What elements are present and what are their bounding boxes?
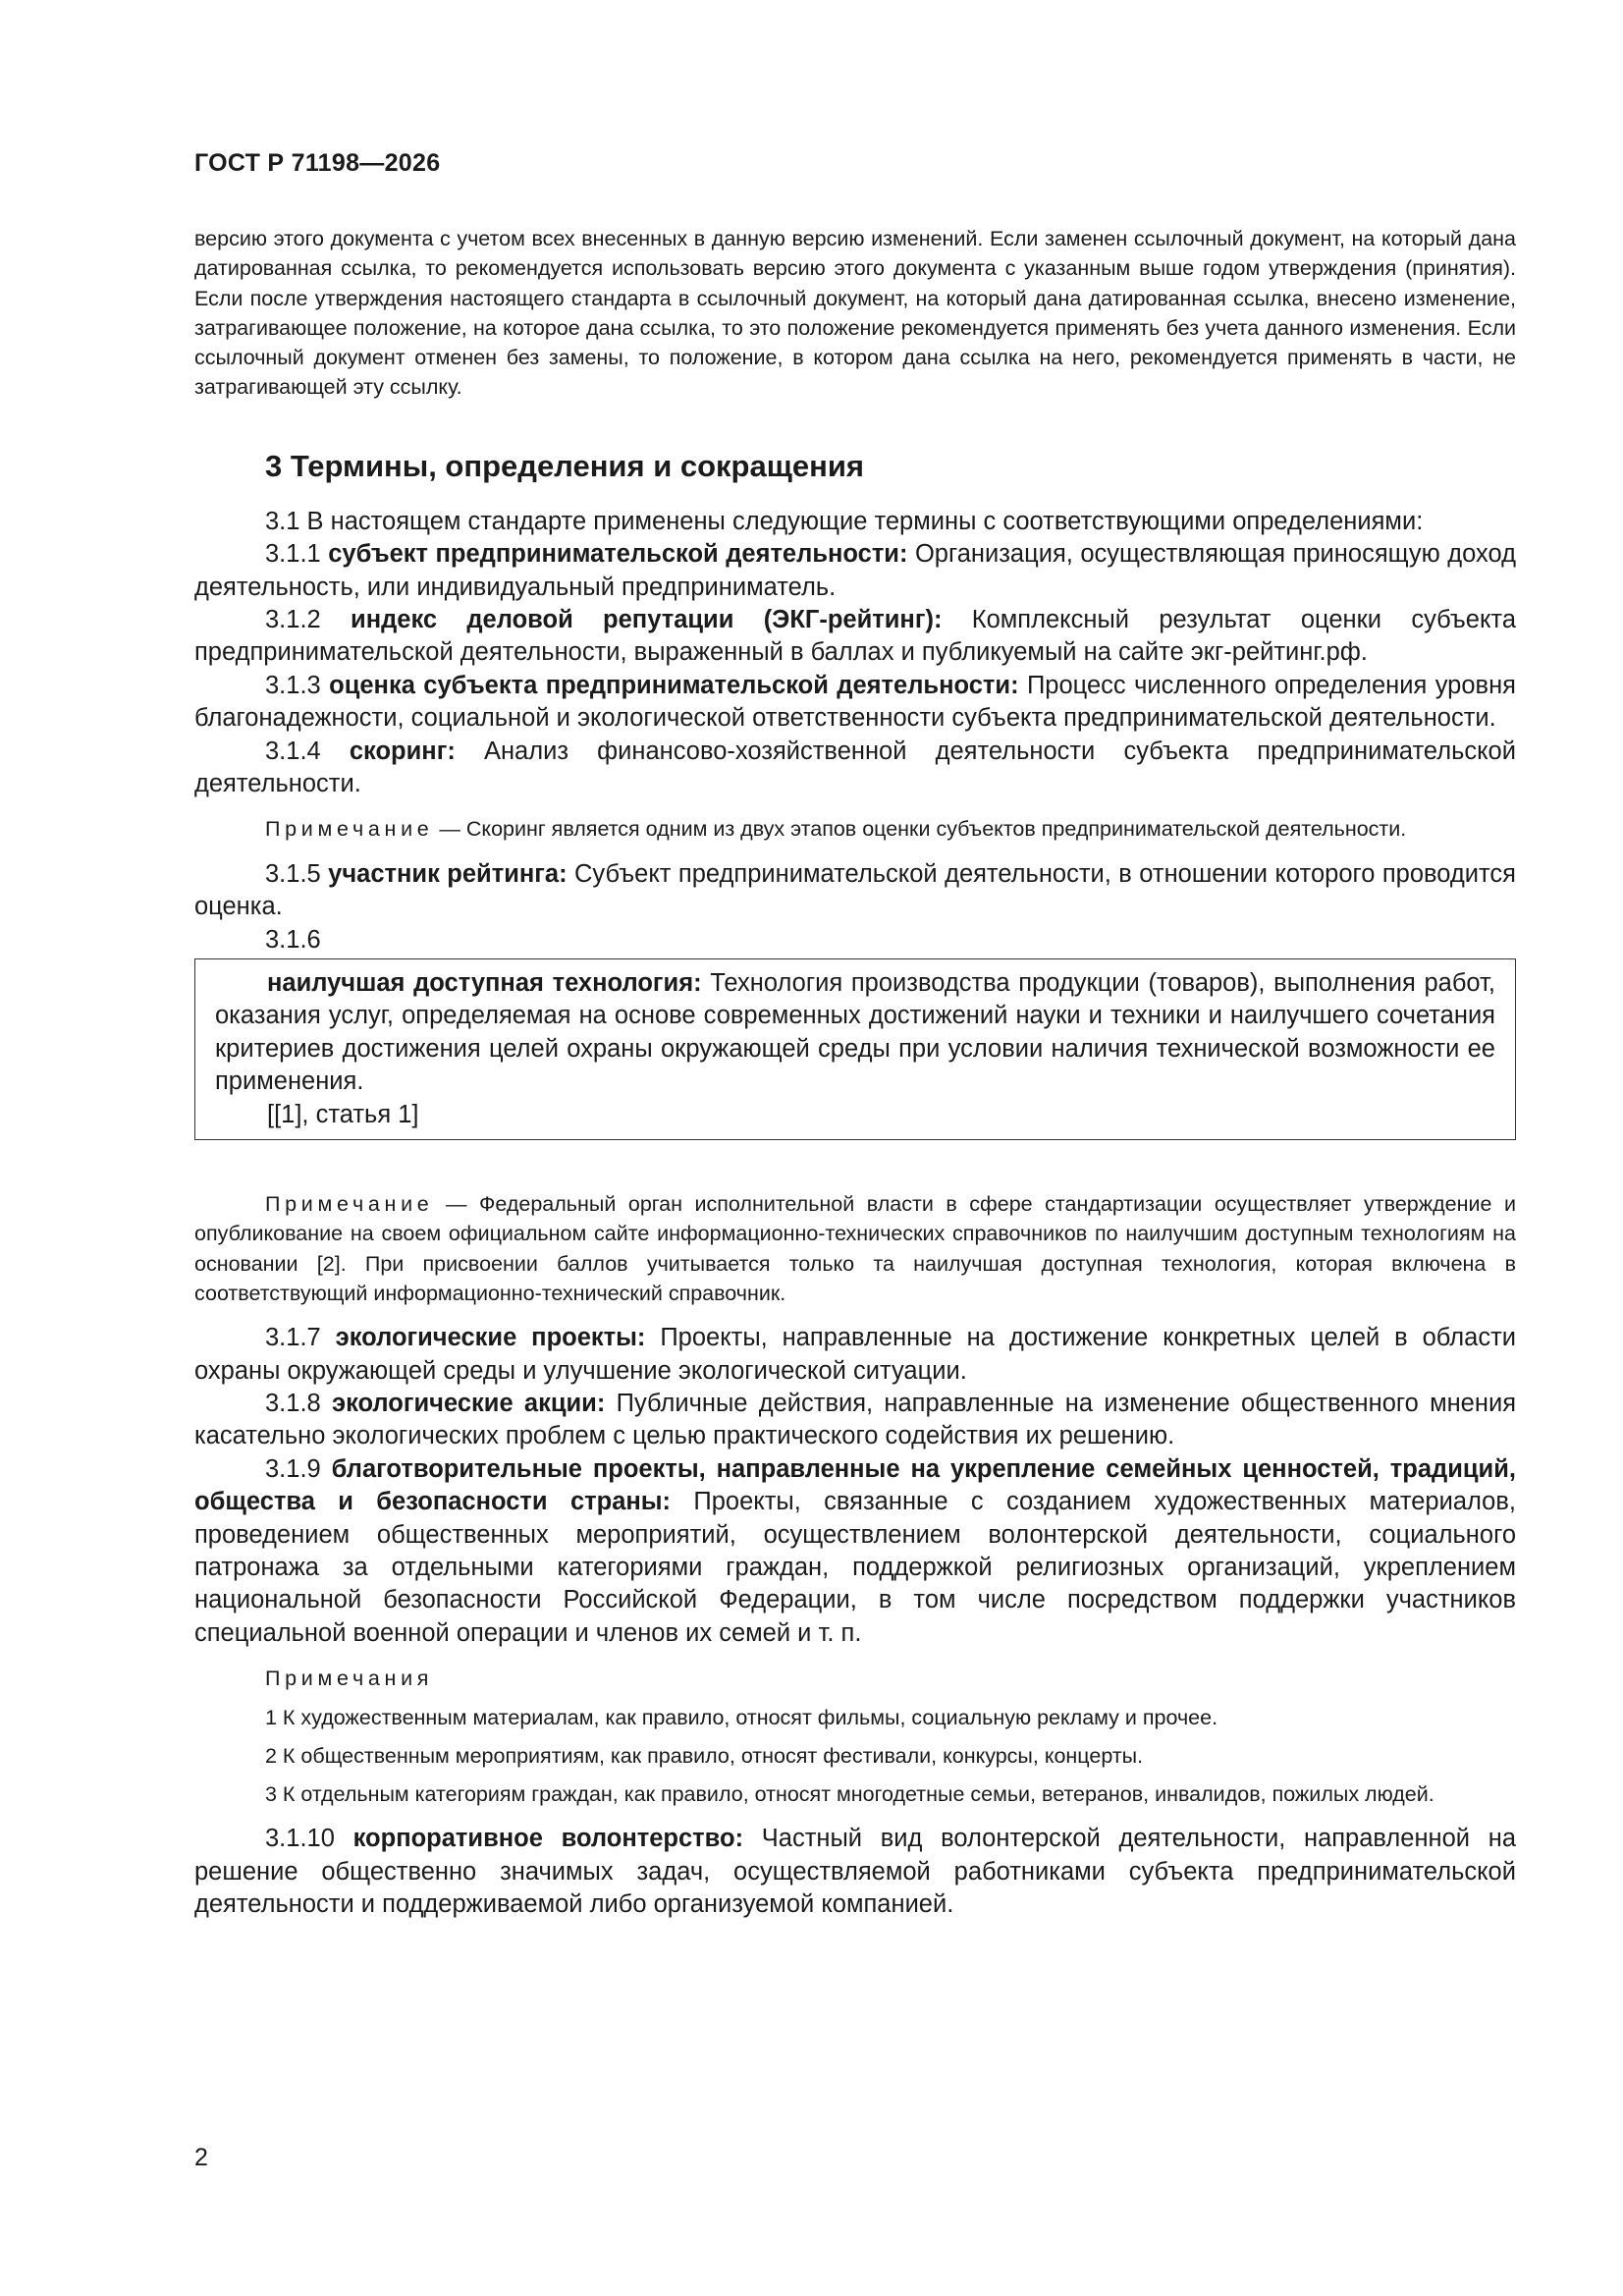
term-number: 3.1.4 — [265, 737, 350, 765]
definition-source: [[1], статья 1] — [267, 1100, 419, 1128]
note-item-2: 2 К общественным мероприятиям, как правило, относят фестивали, конкурсы, концерты. — [265, 1743, 1144, 1768]
term-number: 3.1.10 — [265, 1825, 353, 1853]
term-name: наилучшая доступная технология: — [267, 968, 702, 997]
term-definition: Организация, осуществляющая приносящую доход деятельность, или индивидуальный предприниматель. — [194, 540, 1516, 601]
note-item-3: 3 К отдельным категориям граждан, как правило, относят многодетные семьи, ветеранов, инвалидов, пожилых людей. — [265, 1782, 1434, 1807]
note-best-technology — [194, 1189, 1516, 1308]
term-name: оценка субъекта предпринимательской деятельности: — [329, 671, 1019, 699]
notes-label: Примечания — [265, 1667, 434, 1691]
note-label: Примечание — [265, 817, 434, 842]
term-definition: Публичные действия, направленные на изменение общественного мнения касательно экологических проблем с целью практического содействия их решению. — [194, 1389, 1517, 1450]
term-name: корпоративное волонтерство: — [352, 1825, 744, 1853]
page-content — [194, 224, 1516, 1922]
term-name: благотворительные проекты, направленные на укрепление семейных ценностей, традиций, общества и безопасности страны: — [194, 1454, 1516, 1516]
note-item-1: 1 К художественным материалам, как правило, относят фильмы, социальную рекламу и прочее. — [265, 1705, 1218, 1729]
term-3-1-9 — [194, 1453, 1516, 1650]
note-text: — Федеральный орган исполнительной власти в сфере стандартизации осуществляет утверждение и опубликование на своем официальном сайте информационно-технических справочников по наилучшим доступным технологиям на основании [2]. При присвоении баллов учитывается только та наилучшая доступная технология, которая включена в соответствующий информационно-технический справочник. — [194, 1191, 1516, 1305]
term-definition: Комплексный результат оценки субъекта предпринимательской деятельности, выраженный в баллах и публикуемый на сайте экг-рейтинг.рф. — [194, 606, 1517, 667]
term-name: индекс деловой репутации (ЭКГ-рейтинг): — [351, 606, 943, 633]
clause-3-1: 3.1 В настоящем стандарте применены следующие термины с соответствующими определениями: — [265, 507, 1424, 535]
term-number: 3.1.8 — [265, 1389, 332, 1417]
note-label: Примечание — [265, 1191, 434, 1216]
term-definition: Субъект предпринимательской деятельности, в отношении которого проводится оценка. — [194, 859, 1516, 921]
term-name: экологические проекты: — [335, 1324, 646, 1352]
term-name: участник рейтинга: — [328, 859, 568, 888]
document-header: ГОСТ Р 71198—2026 — [194, 149, 441, 177]
term-name: субъект предпринимательской деятельности: — [328, 540, 908, 569]
term-definition: Процесс численного определения уровня благонадежности, социальной и экологической ответственности субъекта предпринимательской деятельности. — [194, 671, 1516, 733]
term-3-1-1 — [194, 538, 1516, 604]
term-number: 3.1.3 — [265, 671, 330, 699]
term-definition: Проекты, связанные с созданием художественных материалов, проведением общественных мероприятий, осуществлением волонтерской деятельности, социального патронажа за отдельными категориями граждан, поддержкой религиозных организаций, укреплением национальной безопасности Российской Федерации, в том числе посредством поддержки участников специальной военной операции и членов их семей и т. п. — [194, 1488, 1516, 1647]
term-3-1-6-number: 3.1.6 — [265, 925, 321, 954]
term-definition: Анализ финансово-хозяйственной деятельности субъекта предпринимательской деятельности. — [194, 737, 1516, 798]
section-title: 3 Термины, определения и сокращения — [265, 448, 864, 483]
term-name: скоринг: — [349, 737, 456, 765]
quoted-definition-box — [194, 958, 1516, 1140]
intro-paragraph: версию этого документа с учетом всех внесенных в данную версию изменений. Если заменен ссылочный документ, на который дана датированная ссылка, то рекомендуется использовать версию этого документа с указанным выше годом утверждения (принятия). Если после утверждения настоящего стандарта в ссылочный документ, на который дана датированная ссылка, внесено изменение, затрагивающее положение, на которое дана ссылка, то это положение рекомендуется применять без учета данного изменения. Если ссылочный документ отменен без замены, то положение, в котором дана ссылка на него, рекомендуется применять в части, не затрагивающей эту ссылку. — [194, 227, 1516, 400]
term-number: 3.1.9 — [265, 1454, 332, 1483]
note-text: — Скоринг является одним из двух этапов оценки субъектов предпринимательской деятельности. — [433, 817, 1407, 842]
term-3-1-8 — [194, 1388, 1516, 1453]
term-3-1-2 — [194, 604, 1516, 670]
term-3-1-6 — [215, 967, 1495, 1099]
term-3-1-3 — [194, 670, 1516, 736]
term-3-1-7 — [194, 1322, 1516, 1388]
note-scoring — [194, 814, 1516, 844]
page-number: 2 — [194, 2144, 208, 2171]
term-number: 3.1.7 — [265, 1324, 336, 1352]
term-3-1-4 — [194, 736, 1516, 801]
term-definition: Проекты, направленные на достижение конкретных целей в области охраны окружающей среды и улучшение экологической ситуации. — [194, 1324, 1516, 1385]
term-3-1-5 — [194, 858, 1516, 924]
term-definition: Технология производства продукции (товаров), выполнения работ, оказания услуг, определяемая на основе современных достижений науки и техники и наилучшего сочетания критериев достижения целей охраны окружающей среды при условии наличия технической возможности ее применения. — [215, 968, 1495, 1096]
term-number: 3.1.2 — [265, 606, 352, 633]
term-number: 3.1.1 — [265, 540, 329, 569]
term-3-1-10 — [194, 1823, 1516, 1921]
term-definition: Частный вид волонтерской деятельности, направленной на решение общественно значимых задач, осуществляемой работниками субъекта предпринимательской деятельности и поддерживаемой либо организуемой компанией. — [194, 1825, 1516, 1919]
term-name: экологические акции: — [331, 1389, 606, 1417]
term-number: 3.1.5 — [265, 859, 329, 888]
